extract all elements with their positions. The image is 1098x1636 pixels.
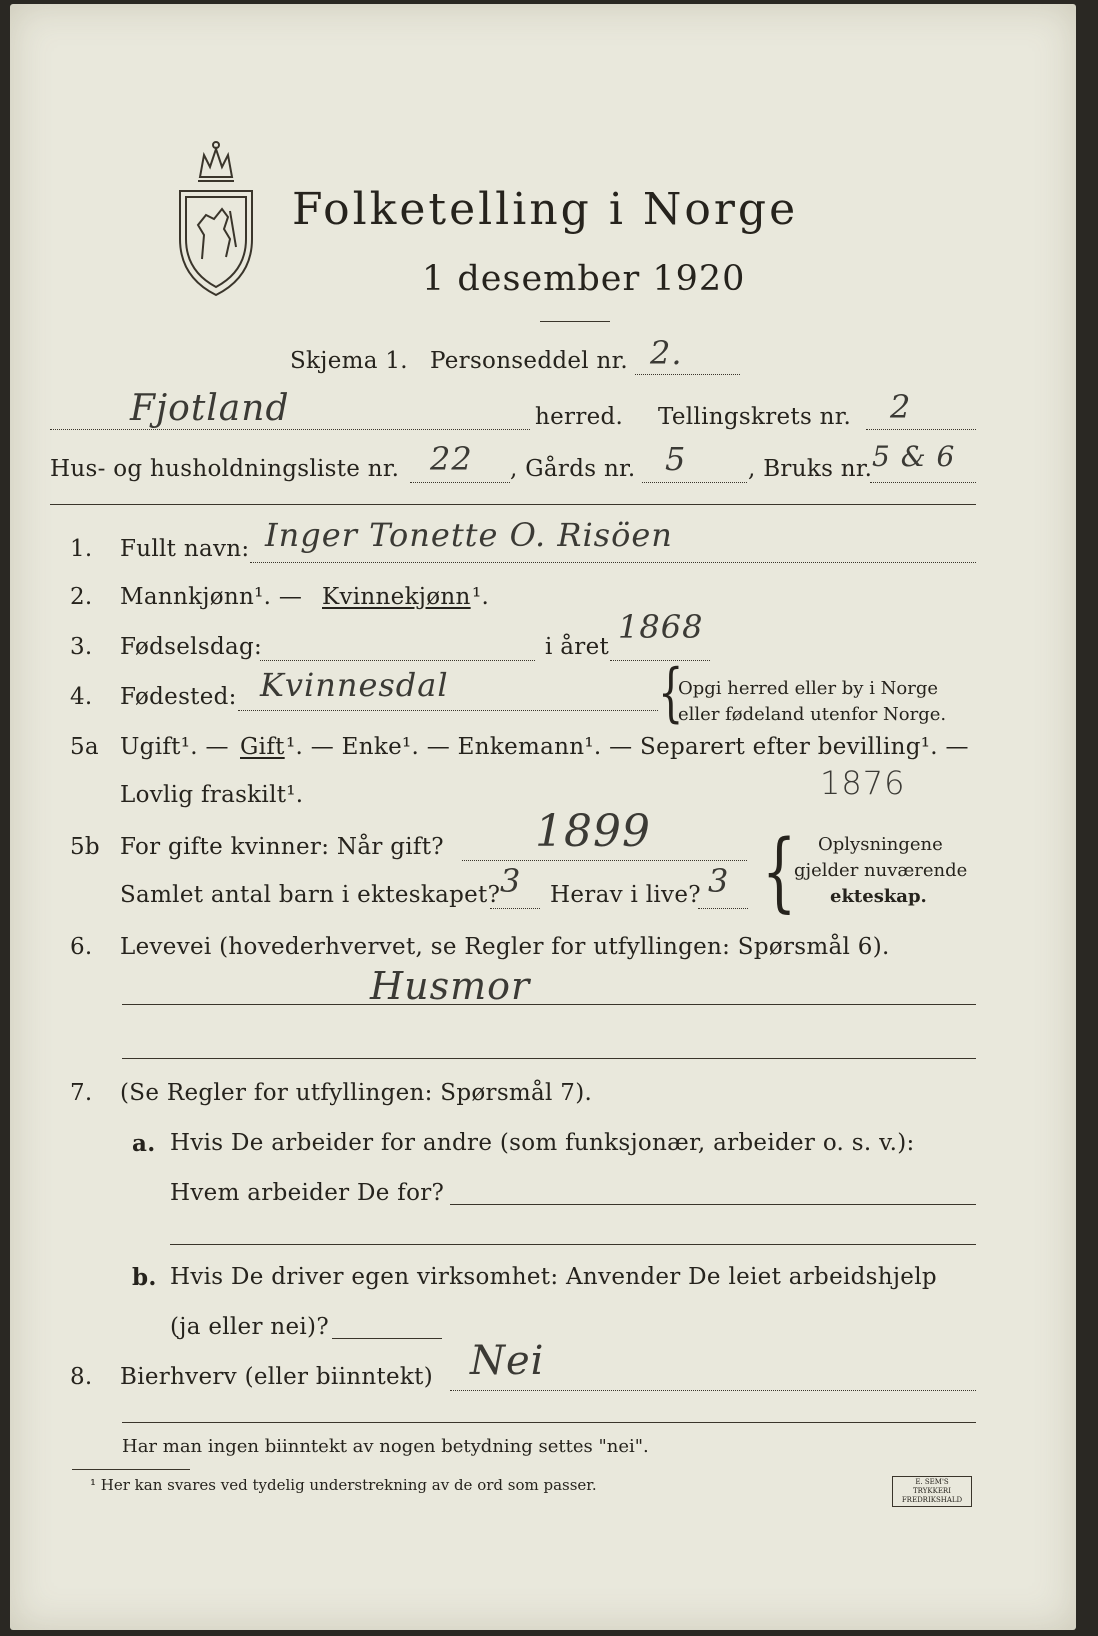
census-date: 1 desember 1920 <box>422 259 746 299</box>
personseddel-line <box>635 374 740 375</box>
q2-kvinne-selected[interactable]: Kvinnekjønn <box>322 584 471 610</box>
footer-note: Har man ingen biinntekt av nogen betydning settes "nei". <box>122 1436 649 1457</box>
married-line <box>462 860 747 861</box>
q5b-label: For gifte kvinner: Når gift? <box>120 834 444 860</box>
q5a-ugift[interactable]: Ugift¹. — <box>120 734 229 760</box>
husliste-line <box>410 482 510 483</box>
q1-label: Fullt navn: <box>120 536 250 562</box>
q2-kvinne-tail: ¹. <box>472 584 490 610</box>
q6-number: 6. <box>70 934 93 960</box>
gards-value[interactable]: 5 <box>665 440 687 478</box>
bruks-value[interactable]: 5 & 6 <box>872 440 956 473</box>
herred-value[interactable]: Fjotland <box>130 388 290 429</box>
q5a-fraskilt[interactable]: Lovlig fraskilt¹. <box>120 782 304 808</box>
children-total-value[interactable]: 3 <box>500 862 522 900</box>
personseddel-value[interactable]: 2. <box>650 334 683 372</box>
printer-stamp: E. SEM'S TRYKKERI FREDRIKSHALD <box>892 1476 972 1507</box>
q1-line <box>250 562 976 563</box>
q2-mann[interactable]: Mannkjønn¹. — <box>120 584 303 610</box>
q7b-answer-line[interactable] <box>332 1338 442 1339</box>
gards-label: , Gårds nr. <box>510 456 636 482</box>
husliste-value[interactable]: 22 <box>430 440 473 478</box>
birth-year-value[interactable]: 1868 <box>618 608 704 646</box>
gards-line <box>642 482 747 483</box>
q5b-number: 5b <box>70 834 100 860</box>
title-divider <box>540 321 610 322</box>
q8-number: 8. <box>70 1364 93 1390</box>
tellingskrets-line <box>866 429 976 430</box>
q7a-text: Hvis De arbeider for andre (som funksjonær, arbeider o. s. v.): <box>170 1130 915 1156</box>
birthday-line <box>260 660 535 661</box>
herred-label: herred. <box>535 404 624 430</box>
live-label: Herav i live? <box>550 882 701 908</box>
tellingskrets-value[interactable]: 2 <box>890 388 912 426</box>
q4-number: 4. <box>70 684 93 710</box>
census-form-page <box>10 4 1076 1630</box>
q5b-note-1: Oplysningene <box>818 834 943 855</box>
skjema-label: Skjema 1. <box>290 348 408 374</box>
q7b-text: Hvis De driver egen virksomhet: Anvender De leiet arbeidshjelp <box>170 1264 937 1290</box>
q8-line <box>450 1390 976 1391</box>
herred-line <box>50 429 530 430</box>
children-living-value[interactable]: 3 <box>708 862 730 900</box>
q7b-number: b. <box>132 1264 157 1291</box>
footnote-divider <box>72 1469 190 1470</box>
tellingskrets-label: Tellingskrets nr. <box>658 404 852 430</box>
employer-line-1[interactable] <box>450 1204 976 1205</box>
barn-line <box>490 908 540 909</box>
margin-note-value: 1876 <box>820 764 906 802</box>
live-line <box>698 908 748 909</box>
employer-line-2[interactable] <box>170 1244 976 1245</box>
bruks-line <box>870 482 976 483</box>
husliste-label: Hus- og husholdningsliste nr. <box>50 456 400 482</box>
q4-brace: { <box>658 656 684 730</box>
q5a-number: 5a <box>70 734 99 760</box>
bruks-label: , Bruks nr. <box>748 456 873 482</box>
form-title: Folketelling i Norge <box>292 184 799 235</box>
barn-label: Samlet antal barn i ekteskapet? <box>120 882 501 908</box>
q5b-brace: { <box>762 821 797 922</box>
q7-label: (Se Regler for utfyllingen: Spørsmål 7). <box>120 1080 593 1106</box>
coat-of-arms-icon <box>170 139 262 299</box>
q6-label: Levevei (hovederhvervet, se Regler for utfyllingen: Spørsmål 6). <box>120 934 890 960</box>
q5a-gift-selected[interactable]: Gift <box>240 734 285 760</box>
year-label: i året <box>545 634 610 660</box>
footer-divider <box>122 1422 976 1423</box>
q5a-options[interactable]: ¹. — Enke¹. — Enkemann¹. — Separert efter bevilling¹. — <box>286 734 969 760</box>
header-divider <box>50 504 976 505</box>
q8-label: Bierhverv (eller biinntekt) <box>120 1364 433 1390</box>
side-income-value[interactable]: Nei <box>470 1338 545 1384</box>
q3-label: Fødselsdag: <box>120 634 263 660</box>
q4-note-2: eller fødeland utenfor Norge. <box>678 704 947 725</box>
footnote: ¹ Her kan svares ved tydelig understrekning av de ord som passer. <box>90 1476 597 1494</box>
q3-number: 3. <box>70 634 93 660</box>
q5b-note-2: gjelder nuværende <box>794 860 968 881</box>
birthplace-value[interactable]: Kvinnesdal <box>260 666 449 704</box>
q6-line-2 <box>122 1058 976 1059</box>
occupation-value[interactable]: Husmor <box>370 964 531 1008</box>
personseddel-label: Personseddel nr. <box>430 348 629 374</box>
q2-number: 2. <box>70 584 93 610</box>
q4-label: Fødested: <box>120 684 237 710</box>
q4-note-1: Opgi herred eller by i Norge <box>678 678 939 699</box>
q7b-question: (ja eller nei)? <box>170 1314 329 1340</box>
q1-number: 1. <box>70 536 93 562</box>
q7a-question: Hvem arbeider De for? <box>170 1180 445 1206</box>
q7-number: 7. <box>70 1080 93 1106</box>
q5b-note-3: ekteskap. <box>830 886 927 907</box>
married-year-value[interactable]: 1899 <box>535 806 651 857</box>
q7a-number: a. <box>132 1130 156 1157</box>
q6-line-1 <box>122 1004 976 1005</box>
birthplace-line <box>238 710 658 711</box>
full-name-value[interactable]: Inger Tonette O. Risöen <box>265 516 673 554</box>
